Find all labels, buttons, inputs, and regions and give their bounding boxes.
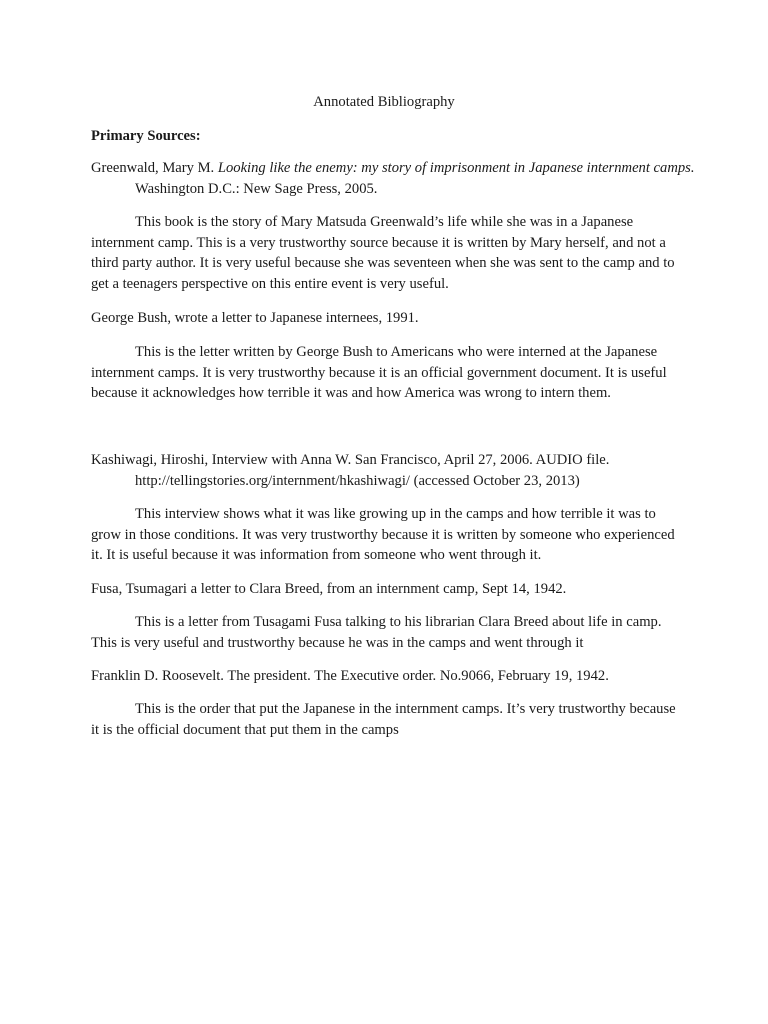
citation-bush: George Bush, wrote a letter to Japanese internees, 1991. [91, 310, 419, 326]
document-title: Annotated Bibliography [313, 94, 455, 110]
citation-author: Greenwald, Mary M. [91, 160, 218, 176]
section-heading: Primary Sources: [91, 128, 201, 144]
annotation-greenwald: This book is the story of Mary Matsuda Greenwald’s life while she was in a Japanese internment camp. This is a very trustworthy source because it is written by Mary herself, and not a third party author. It is very useful because she was seventeen when she was sent to the camp and to get a teenagers perspective on this entire event is very useful. [91, 214, 675, 292]
citation-roosevelt: Franklin D. Roosevelt. The president. The Executive order. No.9066, February 19, 1942. [91, 668, 609, 684]
annotation-kashiwagi: This interview shows what it was like growing up in the camps and how terrible it was to grow in those conditions. It was very trustworthy because it is written by someone who experienced it. It is useful because it was information from someone who went through it. [91, 506, 675, 563]
citation-publisher: Washington D.C.: New Sage Press, 2005. [135, 180, 378, 197]
citation-kashiwagi: Kashiwagi, Hiroshi, Interview with Anna W. San Francisco, April 27, 2006. AUDIO file. http://tellingstories.org/internment/hkashiwagi/ (accessed October 23, 2013) [91, 452, 610, 489]
annotation-bush: This is the letter written by George Bush to Americans who were interned at the Japanese internment camps. It is very trustworthy because it is an official government document. It is useful because it acknowledges how terrible it was and how America was wrong to intern them. [91, 344, 667, 401]
annotation-roosevelt: This is the order that put the Japanese in the internment camps. It’s very trustworthy because it is the official document that put them in the camps [91, 701, 676, 738]
citation-fusa: Fusa, Tsumagari a letter to Clara Breed, from an internment camp, Sept 14, 1942. [91, 581, 567, 597]
citation-greenwald [91, 158, 725, 199]
annotation-fusa: This is a letter from Tusagami Fusa talking to his librarian Clara Breed about life in camp. This is very useful and trustworthy because he was in the camps and went through it [91, 614, 662, 651]
citation-book-title: Looking like the enemy: my story of imprisonment in Japanese internment camps. [217, 160, 695, 176]
